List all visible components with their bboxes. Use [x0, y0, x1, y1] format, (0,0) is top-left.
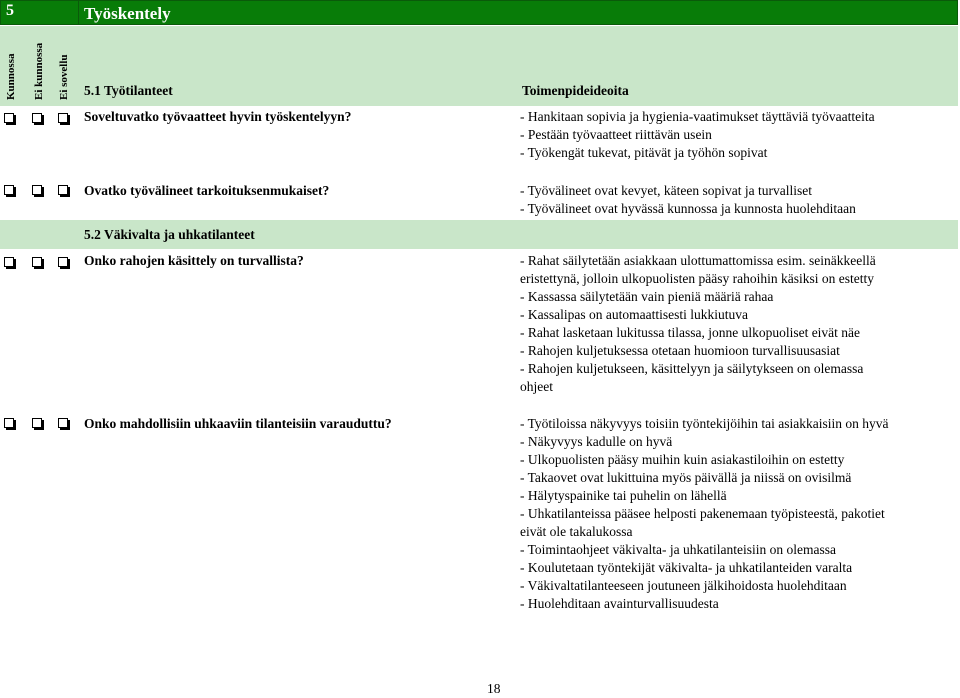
checkbox-ok[interactable]	[4, 185, 14, 195]
checkbox-ok[interactable]	[4, 257, 14, 267]
action-item: ohjeet	[520, 379, 553, 394]
action-item: - Työvälineet ovat kevyet, käteen sopivat ja turvalliset	[520, 183, 812, 198]
actions-money-handling	[520, 252, 876, 396]
page-number: 18	[487, 681, 501, 696]
actions-column-header: Toimenpideideoita	[522, 83, 629, 98]
action-item: - Näkyvyys kadulle on hyvä	[520, 434, 673, 449]
checkbox-not-ok[interactable]	[32, 257, 42, 267]
checkbox-ok[interactable]	[4, 113, 14, 123]
action-item: - Työtiloissa näkyvyys toisiin työntekijöihin tai asiakkaisiin on hyvä	[520, 416, 889, 431]
checkbox-not-ok[interactable]	[32, 418, 42, 428]
action-item: - Pestään työvaatteet riittävän usein	[520, 127, 712, 142]
action-item: - Takaovet ovat lukittuina myös päivällä ja niissä on ovisilmä	[520, 470, 852, 485]
actions-tools	[520, 182, 856, 218]
action-item: - Hälytyspainike tai puhelin on lähellä	[520, 488, 727, 503]
action-item: - Rahat lasketaan lukitussa tilassa, jonne ulkopuoliset eivät näe	[520, 325, 861, 340]
checkbox-na[interactable]	[58, 257, 68, 267]
action-item: - Kassalipas on automaattisesti lukkiutuva	[520, 307, 748, 322]
action-item: - Hankitaan sopivia ja hygienia-vaatimukset täyttäviä työvaatteita	[520, 109, 875, 124]
question-tools: Ovatko työvälineet tarkoituksenmukaiset?	[84, 183, 330, 198]
action-item: - Huolehditaan avainturvallisuudesta	[520, 596, 719, 611]
header-divider	[78, 0, 79, 25]
status-label-na: Ei sovellu	[58, 54, 70, 100]
action-item: - Rahojen kuljetuksessa otetaan huomioon turvallisuusasiat	[520, 343, 840, 358]
checkbox-not-ok[interactable]	[32, 185, 42, 195]
status-label-ok: Kunnossa	[5, 53, 17, 100]
question-threat-preparedness: Onko mahdollisiin uhkaaviin tilanteisiin varauduttu?	[84, 416, 392, 431]
section-title: Työskentely	[84, 4, 171, 23]
action-item: - Uhkatilanteissa pääsee helposti pakenemaan työpisteestä, pakotiet	[520, 506, 885, 521]
action-item: - Rahat säilytetään asiakkaan ulottumattomissa esim. seinäkkeellä	[520, 253, 876, 268]
status-label-not-ok: Ei kunnossa	[33, 42, 45, 100]
action-item: - Koulutetaan työntekijät väkivalta- ja uhkatilanteiden varalta	[520, 560, 853, 575]
checkbox-na[interactable]	[58, 185, 68, 195]
checkbox-na[interactable]	[58, 113, 68, 123]
checkbox-not-ok[interactable]	[32, 113, 42, 123]
question-work-clothes: Soveltuvatko työvaatteet hyvin työskentelyyn?	[84, 109, 352, 124]
action-item: - Työvälineet ovat hyvässä kunnossa ja kunnosta huolehditaan	[520, 201, 856, 216]
action-item: - Ulkopuolisten pääsy muihin kuin asiakastiloihin on estetty	[520, 452, 845, 467]
action-item: - Toimintaohjeet väkivalta- ja uhkatilanteisiin on olemassa	[520, 542, 836, 557]
action-item: eristettynä, jolloin ulkopuolisten pääsy rahoihin käsiksi on estetty	[520, 271, 874, 286]
actions-threat-preparedness	[520, 415, 889, 613]
checkbox-ok[interactable]	[4, 418, 14, 428]
actions-work-clothes	[520, 108, 875, 162]
question-money-handling: Onko rahojen käsittely on turvallista?	[84, 253, 304, 268]
section-number: 5	[6, 2, 14, 19]
action-item: - Rahojen kuljetukseen, käsittelyyn ja säilytykseen on olemassa	[520, 361, 864, 376]
action-item: - Työkengät tukevat, pitävät ja työhön sopivat	[520, 145, 768, 160]
action-item: - Väkivaltatilanteeseen joutuneen jälkihoidosta huolehditaan	[520, 578, 847, 593]
checkbox-na[interactable]	[58, 418, 68, 428]
action-item: - Kassassa säilytetään vain pieniä määriä rahaa	[520, 289, 774, 304]
section-heading-5-2: 5.2 Väkivalta ja uhkatilanteet	[84, 227, 255, 242]
action-item: eivät ole takalukossa	[520, 524, 633, 539]
section-heading-5-1: 5.1 Työtilanteet	[84, 83, 173, 98]
